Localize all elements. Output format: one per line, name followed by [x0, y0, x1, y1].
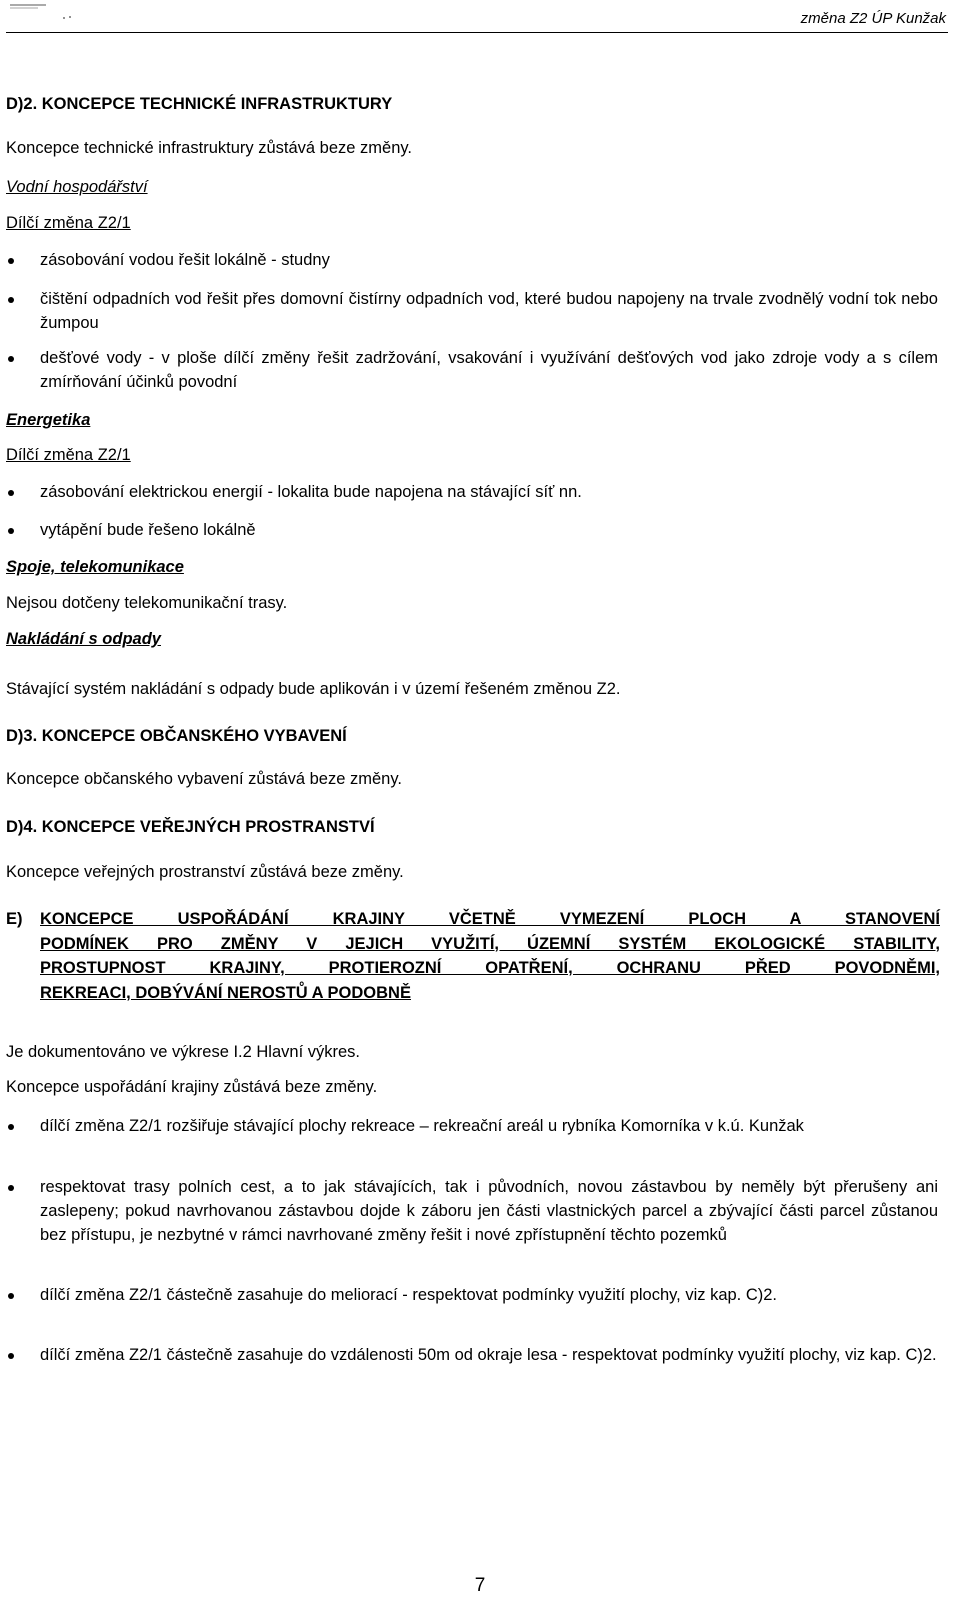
bullet-icon — [8, 1185, 14, 1191]
energy-heading: Energetika — [6, 411, 91, 429]
page-number: 7 — [474, 1575, 486, 1596]
list-item: zásobování vodou řešit lokálně - studny — [40, 248, 938, 272]
bullet-icon — [8, 356, 14, 362]
telecom-text: Nejsou dotčeny telekomunikační trasy. — [6, 594, 288, 612]
section-d4-text: Koncepce veřejných prostranství zůstává beze změny. — [6, 863, 404, 881]
bullet-icon — [8, 490, 14, 496]
energy-subheading: Dílčí změna Z2/1 — [6, 446, 131, 464]
section-d2-heading: D)2. KONCEPCE TECHNICKÉ INFRASTRUKTURY — [6, 95, 393, 113]
list-item: respektovat trasy polních cest, a to jak stávajících, tak i původních, novou zástavbou by neměly být přerušeny ani zaslepeny; pokud navrhovanou zástavbou dojde k záboru jen části vlastnických parcel a zbývající části parcel zůstanou bez přístupu, je nezbytné v rámci navrhované změny řešit i nové zpřístupnění těchto pozemků — [40, 1175, 938, 1247]
section-d3-text: Koncepce občanského vybavení zůstává beze změny. — [6, 770, 402, 788]
bullet-icon — [8, 258, 14, 264]
section-e-intro: Koncepce uspořádání krajiny zůstává beze změny. — [6, 1078, 378, 1096]
logo-icon — [6, 2, 86, 24]
bullet-icon — [8, 1293, 14, 1299]
section-e-heading: E) KONCEPCE USPOŘÁDÁNÍ KRAJINY VČETNĚ VYMEZENÍ PLOCH A STANOVENÍ PODMÍNEK PRO ZMĚNY V JEJICH VYUŽITÍ, ÚZEMNÍ SYSTÉM EKOLOGICKÉ STABILITY, PROSTUPNOST KRAJINY, PROTIEROZNÍ OPATŘENÍ, OCHRANU PŘED POVODNĚMI, REKREACI, DOBÝVÁNÍ NEROSTŮ A PODOBNĚ — [6, 910, 940, 1002]
list-item: čištění odpadních vod řešit přes domovní čistírny odpadních vod, které budou napojeny na trvale zvodnělý vodní tok nebo žumpou — [40, 287, 938, 335]
section-e-document-ref: Je dokumentováno ve výkrese I.2 Hlavní výkres. — [6, 1043, 360, 1061]
list-item: zásobování elektrickou energií - lokalita bude napojena na stávající síť nn. — [40, 480, 938, 504]
section-d2-intro: Koncepce technické infrastruktury zůstává beze změny. — [6, 139, 412, 157]
waste-text: Stávající systém nakládání s odpady bude aplikován i v území řešeném změnou Z2. — [6, 680, 621, 698]
section-d3-heading: D)3. KONCEPCE OBČANSKÉHO VYBAVENÍ — [6, 727, 347, 745]
list-item: dílčí změna Z2/1 rozšiřuje stávající plochy rekreace – rekreační areál u rybníka Komorníka v k.ú. Kunžak — [40, 1114, 938, 1138]
section-d4-heading: D)4. KONCEPCE VEŘEJNÝCH PROSTRANSTVÍ — [6, 818, 375, 836]
waste-heading: Nakládání s odpady — [6, 630, 161, 648]
bullet-icon — [8, 528, 14, 534]
bullet-icon — [8, 297, 14, 303]
bullet-icon — [8, 1353, 14, 1359]
list-item: dílčí změna Z2/1 částečně zasahuje do vzdálenosti 50m od okraje lesa - respektovat podmínky využití plochy, viz kap. C)2. — [40, 1343, 938, 1367]
water-subheading: Dílčí změna Z2/1 — [6, 214, 131, 232]
list-item: dílčí změna Z2/1 částečně zasahuje do meliorací - respektovat podmínky využití plochy, viz kap. C)2. — [40, 1283, 938, 1307]
header-divider — [6, 32, 948, 33]
document-title: změna Z2 ÚP Kunžak — [800, 10, 946, 27]
list-item: dešťové vody - v ploše dílčí změny řešit zadržování, vsakování i využívání dešťových vod jako zdroje vody a s cílem zmírňování účinků povodní — [40, 346, 938, 394]
bullet-icon — [8, 1124, 14, 1130]
telecom-heading: Spoje, telekomunikace — [6, 558, 184, 576]
water-heading: Vodní hospodářství — [6, 178, 148, 196]
list-item: vytápění bude řešeno lokálně — [40, 518, 938, 542]
